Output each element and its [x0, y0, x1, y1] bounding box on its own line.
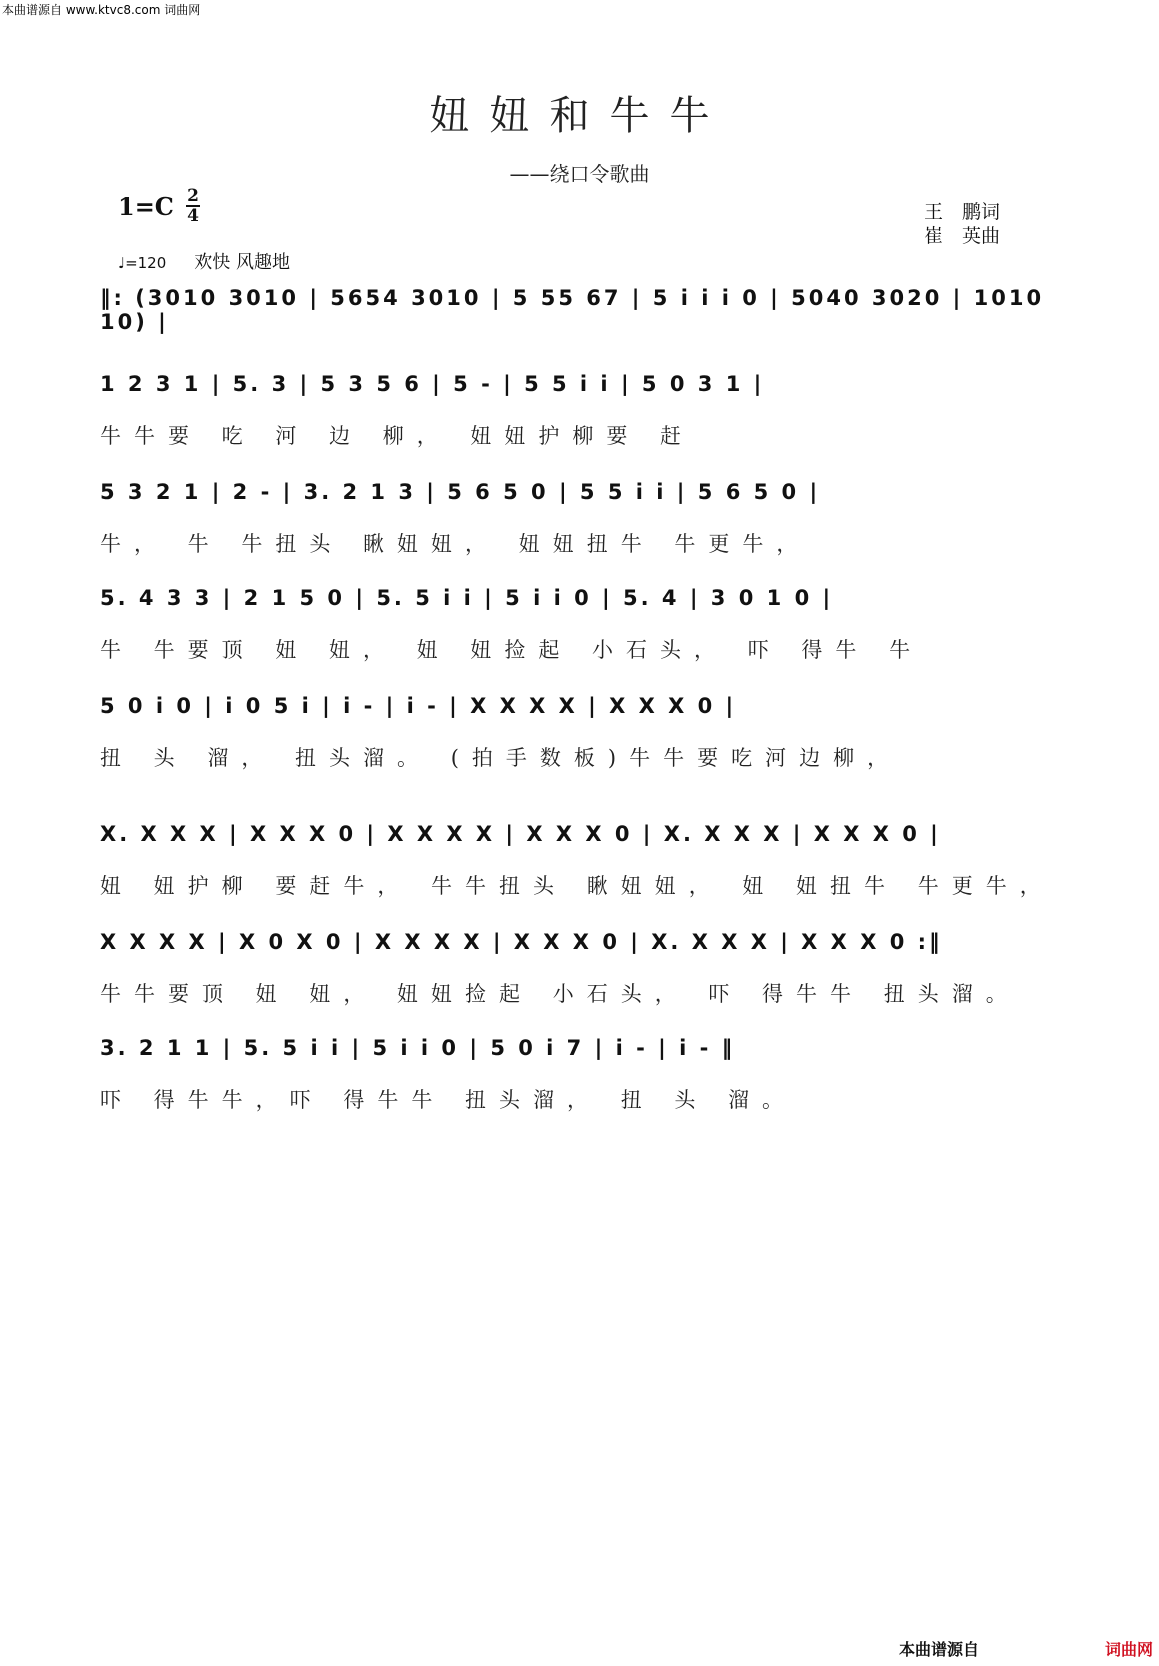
credits — [924, 200, 1000, 248]
lyrics-line: 扭 头 溜， 扭头溜。 (拍手数板)牛牛要吃河边柳， — [100, 746, 902, 770]
time-bottom: 4 — [187, 206, 199, 226]
notation-line: 1 2 3 1 | 5. 3 | 5 3 5 6 | 5 - | 5 5 i i | 5 0 3 1 | — [100, 372, 765, 396]
notation-line: 3. 2 1 1 | 5. 5 i i | 5 i i 0 | 5 0 i 7 | i - | i - ‖ — [100, 1036, 736, 1060]
time-signature — [186, 188, 200, 224]
lyrics-line: 吓 得牛牛，吓 得牛牛 扭头溜， 扭 头 溜。 — [100, 1088, 797, 1112]
notation-line: X X X X | X 0 X 0 | X X X X | X X X 0 | X. X X X | X X X 0 :‖ — [100, 930, 943, 954]
notation-line: 5 0 i 0 | i 0 5 i | i - | i - | X X X X | X X X 0 | — [100, 694, 737, 718]
score-system-5 — [100, 688, 1055, 770]
footer-source: 本曲谱源自 — [898, 1640, 979, 1659]
footer-logo: 词曲网 — [1104, 1640, 1153, 1659]
score-system-7 — [100, 924, 1055, 1006]
notation-line: X. X X X | X X X 0 | X X X X | X X X 0 | X. X X X | X X X 0 | — [100, 822, 941, 846]
score-system-8 — [100, 1030, 1055, 1112]
score-system-1 — [100, 280, 1055, 334]
tempo-value: ♩=120 — [118, 254, 167, 272]
score-system-4 — [100, 580, 1055, 662]
tempo-marking — [118, 248, 290, 274]
score-system-3 — [100, 474, 1055, 556]
composer: 崔 英曲 — [924, 225, 1001, 247]
score-system-2 — [100, 366, 1055, 448]
song-title: 妞妞和牛牛 — [429, 93, 730, 139]
notation-line: 5 3 2 1 | 2 - | 3. 2 1 3 | 5 6 5 0 | 5 5 i i | 5 6 5 0 | — [100, 480, 821, 504]
score-system-6 — [100, 816, 1055, 898]
time-top: 2 — [187, 186, 199, 206]
lyricist: 王 鹏词 — [924, 201, 1001, 223]
lyrics-line: 牛， 牛 牛扭头 瞅妞妞， 妞妞扭牛 牛更牛， — [100, 532, 811, 556]
lyrics-line: 妞 妞护柳 要赶牛， 牛牛扭头 瞅妞妞， 妞 妞扭牛 牛更牛， — [100, 874, 1054, 898]
notation-line: ‖: (3010 3010 | 5654 3010 | 5 55 67 | 5 i i i 0 | 5040 3020 | 1010 10) | — [100, 286, 1045, 334]
key-signature: 1=C — [118, 192, 174, 221]
site-banner: 本曲谱源自 www.ktvc8.com 词曲网 — [2, 3, 201, 17]
song-subtitle: ——绕口令歌曲 — [509, 162, 650, 186]
notation-line: 5. 4 3 3 | 2 1 5 0 | 5. 5 i i | 5 i i 0 | 5. 4 | 3 0 1 0 | — [100, 586, 834, 610]
expression: 欢快 风趣地 — [194, 252, 291, 273]
lyrics-line: 牛 牛要顶 妞 妞， 妞 妞捡起 小石头， 吓 得牛 牛 — [100, 638, 924, 662]
lyrics-line: 牛牛要顶 妞 妞， 妞妞捡起 小石头， 吓 得牛牛 扭头溜。 — [100, 982, 1020, 1006]
lyrics-line: 牛牛要 吃 河 边 柳， 妞妞护柳要 赶 — [100, 424, 695, 448]
